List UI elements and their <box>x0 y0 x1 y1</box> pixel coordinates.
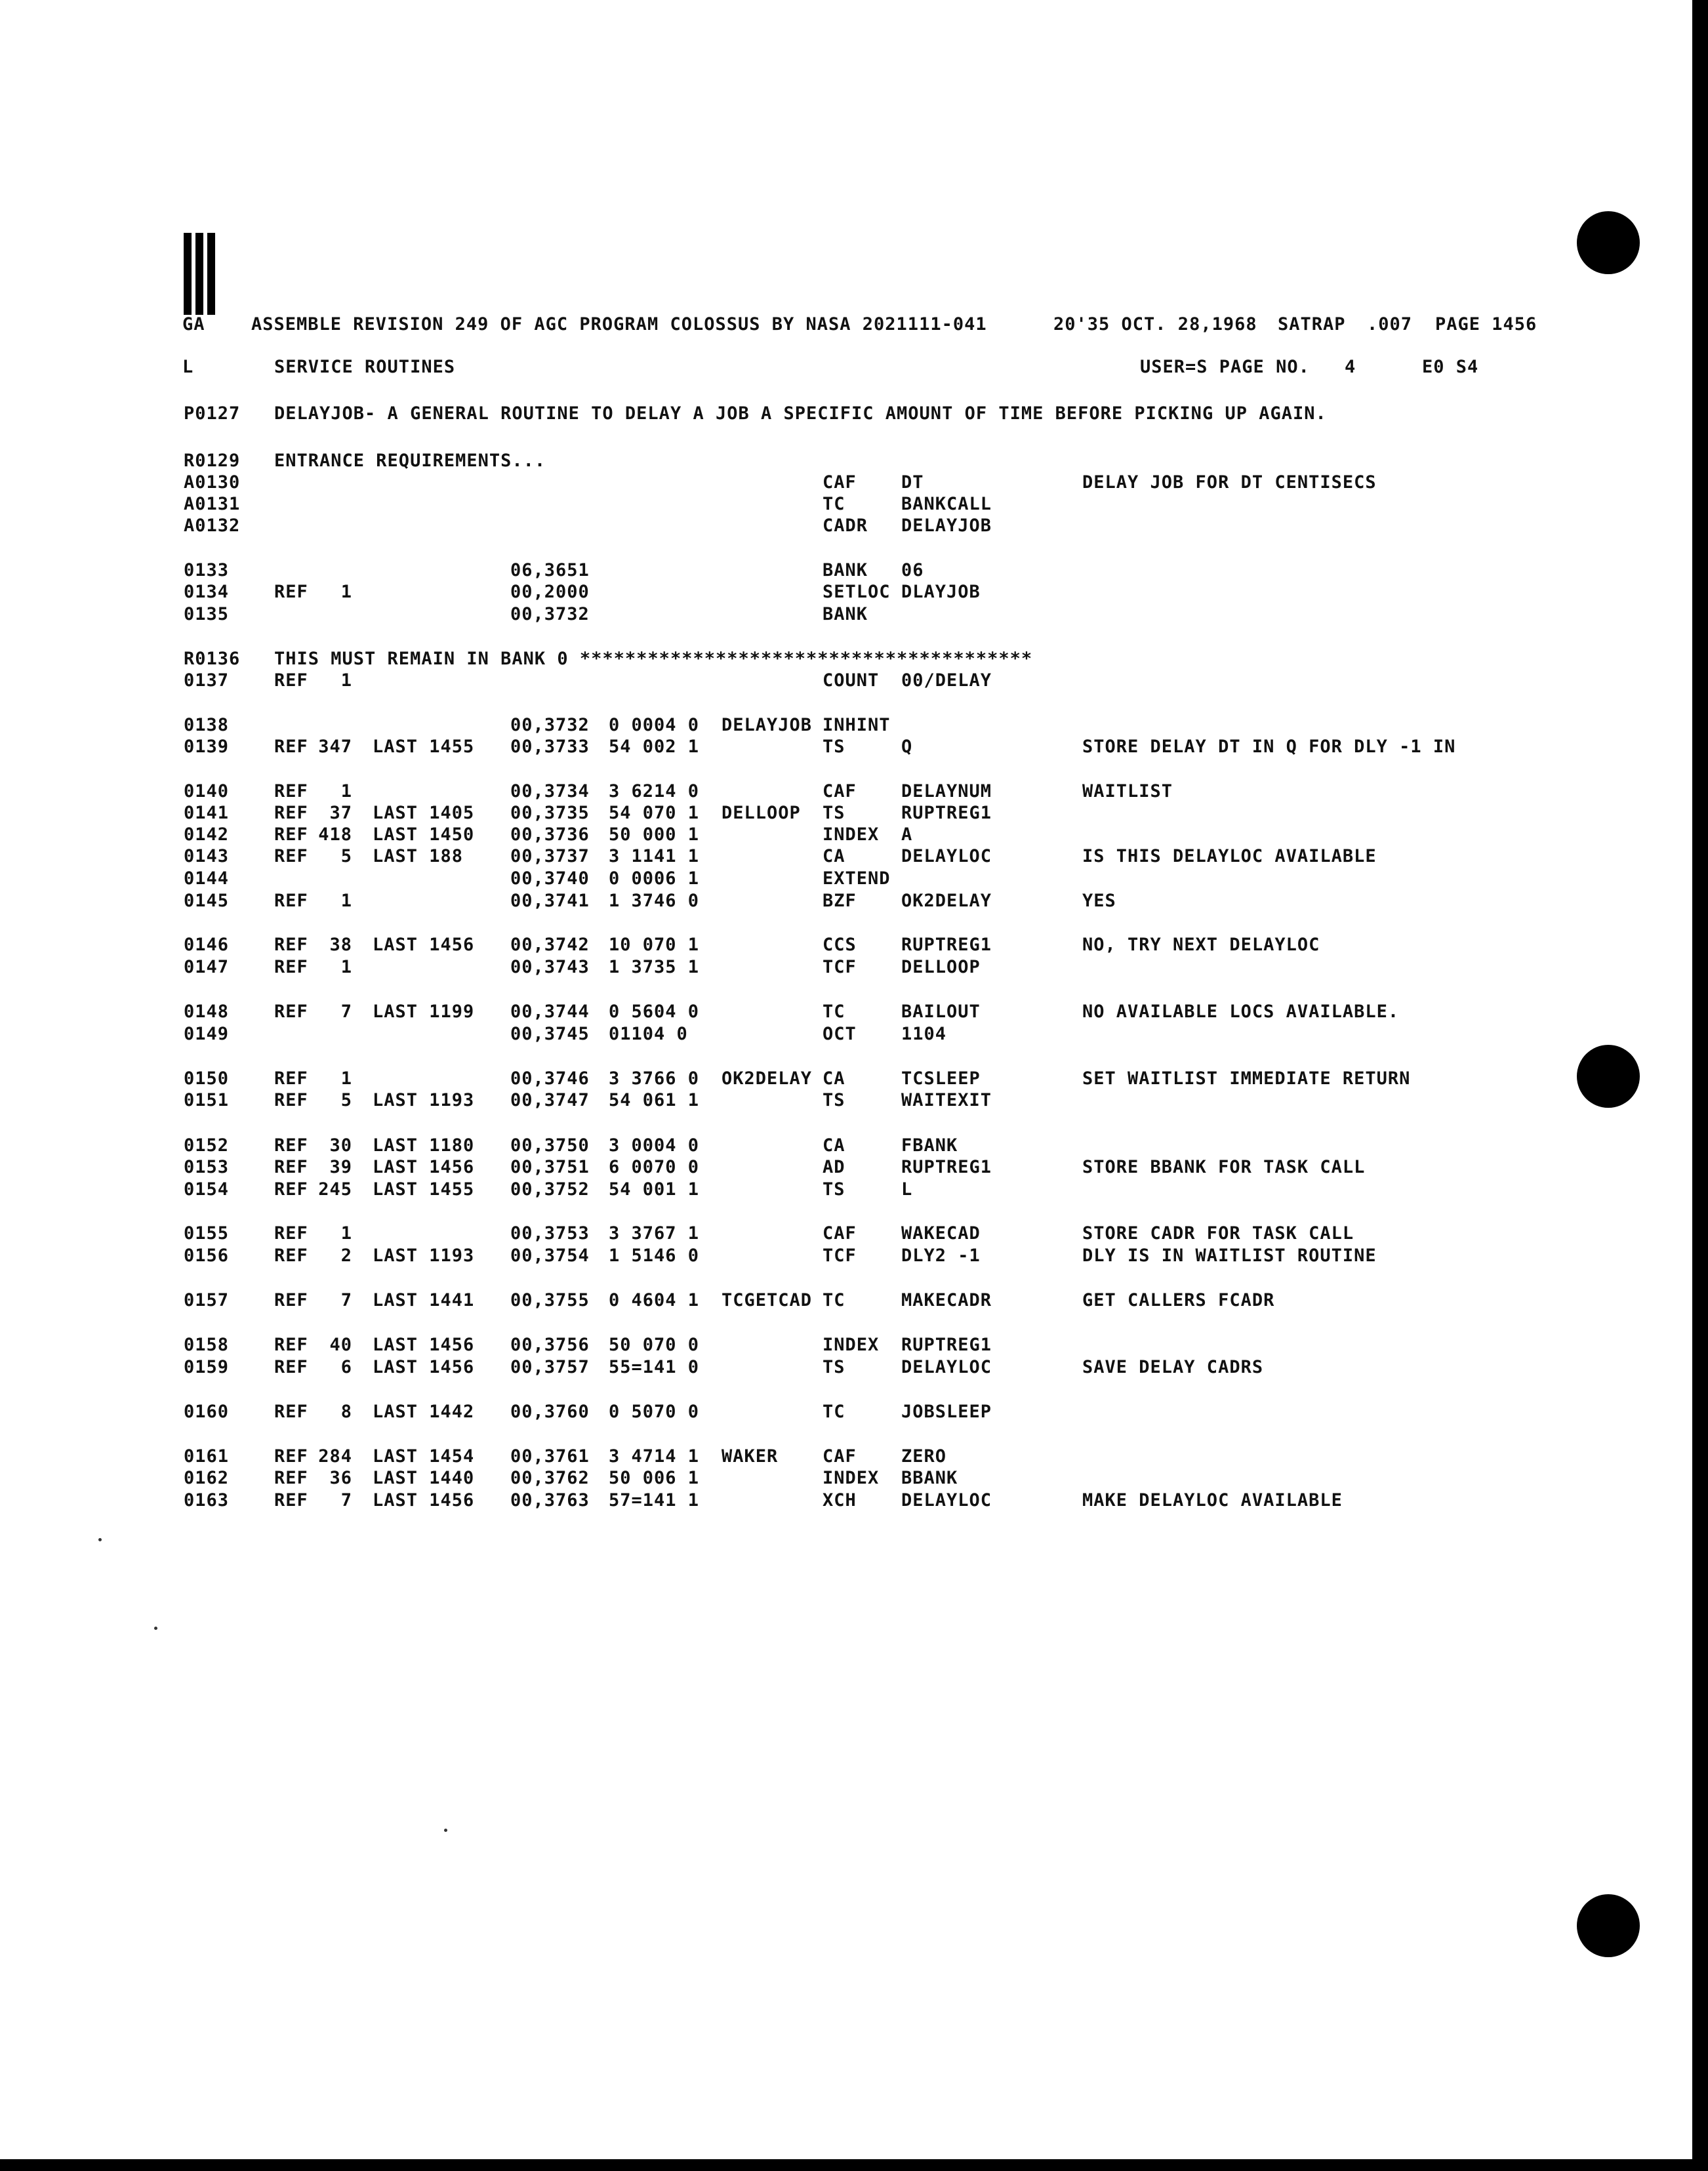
line-seq: 0154 <box>184 1179 230 1200</box>
line-comment: DELAY JOB FOR DT CENTISECS <box>1082 472 1377 493</box>
line-label: WAKER <box>722 1446 779 1467</box>
line-seq: 0134 <box>184 582 230 602</box>
line-ref: REF <box>274 1490 308 1511</box>
line-seq: 0155 <box>184 1223 230 1244</box>
line-code: 54 001 1 <box>609 1179 700 1200</box>
line-op: AD <box>823 1157 845 1177</box>
line-last: LAST 1405 <box>373 803 475 823</box>
line-seq: A0130 <box>184 472 241 493</box>
line-op: EXTEND <box>823 868 891 889</box>
line-text: THIS MUST REMAIN IN BANK 0 **************************************** <box>274 649 1033 669</box>
line-operand: DELAYNUM <box>901 781 992 801</box>
line-op: TCF <box>823 1246 857 1266</box>
line-refnum: 39 <box>329 1157 352 1177</box>
line-last: LAST 1442 <box>373 1402 475 1422</box>
line-op: CA <box>823 1135 845 1156</box>
line-ref: REF <box>274 670 308 691</box>
line-last: LAST 188 <box>373 846 464 866</box>
line-op: BANK <box>823 604 868 624</box>
line-op: CCS <box>823 935 857 955</box>
line-operand: TCSLEEP <box>901 1068 981 1089</box>
line-operand: BANKCALL <box>901 494 992 514</box>
line-operand: A <box>901 824 913 845</box>
line-seq: A0132 <box>184 516 241 536</box>
line-refnum: 1 <box>340 957 352 977</box>
listing-subheader <box>0 356 1692 378</box>
line-refnum: 5 <box>340 1090 352 1110</box>
line-seq: P0127 <box>184 403 241 424</box>
line-label: OK2DELAY <box>722 1068 813 1089</box>
line-addr: 00,3737 <box>510 846 590 866</box>
line-refnum: 37 <box>329 803 352 823</box>
line-last: LAST 1454 <box>373 1446 475 1467</box>
line-op: CAF <box>823 472 857 493</box>
line-operand: L <box>901 1179 913 1200</box>
line-seq: 0153 <box>184 1157 230 1177</box>
listing-line <box>0 1089 1692 1112</box>
listing-line <box>0 1467 1692 1490</box>
line-operand: WAITEXIT <box>901 1090 992 1110</box>
listing-line <box>0 648 1692 670</box>
line-addr: 00,3750 <box>510 1135 590 1156</box>
line-operand: RUPTREG1 <box>901 935 992 955</box>
line-comment: GET CALLERS FCADR <box>1082 1290 1275 1310</box>
line-comment: DLY IS IN WAITLIST ROUTINE <box>1082 1246 1377 1266</box>
line-op: TC <box>823 1002 845 1022</box>
line-code: 0 4604 1 <box>609 1290 700 1310</box>
listing-line <box>0 1001 1692 1023</box>
line-text: ENTRANCE REQUIREMENTS... <box>274 451 546 471</box>
listing-line <box>0 1068 1692 1090</box>
line-addr: 00,3762 <box>510 1468 590 1488</box>
line-comment: NO, TRY NEXT DELAYLOC <box>1082 935 1320 955</box>
line-addr: 00,3732 <box>510 715 590 735</box>
line-code: 57=141 1 <box>609 1490 700 1511</box>
line-operand: BAILOUT <box>901 1002 981 1022</box>
listing-line <box>0 714 1692 737</box>
line-op: SETLOC <box>823 582 891 602</box>
user-page-no: 4 <box>1345 357 1356 377</box>
line-ref: REF <box>274 1357 308 1377</box>
line-seq: 0159 <box>184 1357 230 1377</box>
line-ref: REF <box>274 1068 308 1089</box>
line-seq: 0152 <box>184 1135 230 1156</box>
line-op: TC <box>823 1402 845 1422</box>
listing-line <box>0 845 1692 868</box>
line-ref: REF <box>274 803 308 823</box>
listing-line <box>0 450 1692 472</box>
line-refnum: 1 <box>340 1068 352 1089</box>
line-last: LAST 1456 <box>373 1357 475 1377</box>
punch-hole-bottom <box>1577 1894 1640 1957</box>
line-ref: REF <box>274 957 308 977</box>
line-addr: 00,3746 <box>510 1068 590 1089</box>
line-ref: REF <box>274 1002 308 1022</box>
line-ref: REF <box>274 781 308 801</box>
line-operand: DELAYJOB <box>901 516 992 536</box>
listing-line <box>0 472 1692 494</box>
line-operand: ZERO <box>901 1446 947 1467</box>
line-code: 54 061 1 <box>609 1090 700 1110</box>
line-op: TC <box>823 494 845 514</box>
listing-line <box>0 781 1692 803</box>
line-comment: IS THIS DELAYLOC AVAILABLE <box>1082 846 1377 866</box>
line-addr: 00,3756 <box>510 1335 590 1355</box>
listing-line <box>0 670 1692 692</box>
line-addr: 00,3757 <box>510 1357 590 1377</box>
line-refnum: 284 <box>318 1446 352 1467</box>
line-operand: DT <box>901 472 924 493</box>
listing-line <box>0 1135 1692 1157</box>
line-seq: 0138 <box>184 715 230 735</box>
line-refnum: 30 <box>329 1135 352 1156</box>
line-ref: REF <box>274 737 308 757</box>
line-code: 3 4714 1 <box>609 1446 700 1467</box>
line-operand: DLAYJOB <box>901 582 981 602</box>
line-addr: 00,3763 <box>510 1490 590 1511</box>
line-operand: RUPTREG1 <box>901 1157 992 1177</box>
line-seq: 0157 <box>184 1290 230 1310</box>
line-label: DELAYJOB <box>722 715 813 735</box>
listing-line <box>0 403 1692 425</box>
line-addr: 00,3752 <box>510 1179 590 1200</box>
listing-line <box>0 1490 1692 1512</box>
line-op: TS <box>823 1179 845 1200</box>
line-seq: 0148 <box>184 1002 230 1022</box>
line-addr: 00,3747 <box>510 1090 590 1110</box>
line-seq: 0141 <box>184 803 230 823</box>
line-ref: REF <box>274 1290 308 1310</box>
header-version: .007 <box>1367 314 1413 335</box>
line-last: LAST 1455 <box>373 1179 475 1200</box>
line-last: LAST 1199 <box>373 1002 475 1022</box>
line-seq: 0150 <box>184 1068 230 1089</box>
line-comment: STORE CADR FOR TASK CALL <box>1082 1223 1354 1244</box>
line-code: 10 070 1 <box>609 935 700 955</box>
listing-line <box>0 559 1692 582</box>
line-refnum: 1 <box>340 582 352 602</box>
line-op: BZF <box>823 891 857 911</box>
line-op: INDEX <box>823 1335 880 1355</box>
line-refnum: 7 <box>340 1002 352 1022</box>
line-refnum: 36 <box>329 1468 352 1488</box>
line-operand: JOBSLEEP <box>901 1402 992 1422</box>
line-comment: STORE BBANK FOR TASK CALL <box>1082 1157 1366 1177</box>
line-refnum: 1 <box>340 1223 352 1244</box>
line-code: 0 0004 0 <box>609 715 700 735</box>
line-op: CAF <box>823 1223 857 1244</box>
line-comment: SET WAITLIST IMMEDIATE RETURN <box>1082 1068 1411 1089</box>
line-ref: REF <box>274 1246 308 1266</box>
line-op: TCF <box>823 957 857 977</box>
line-ref: REF <box>274 935 308 955</box>
line-refnum: 5 <box>340 846 352 866</box>
line-operand: WAKECAD <box>901 1223 981 1244</box>
line-addr: 00,3751 <box>510 1157 590 1177</box>
line-operand: RUPTREG1 <box>901 803 992 823</box>
listing-line <box>0 1179 1692 1201</box>
line-seq: R0129 <box>184 451 241 471</box>
line-last: LAST 1456 <box>373 1335 475 1355</box>
line-operand: DELAYLOC <box>901 846 992 866</box>
line-code: 55=141 0 <box>609 1357 700 1377</box>
line-addr: 00,3754 <box>510 1246 590 1266</box>
line-operand: DLY2 -1 <box>901 1246 981 1266</box>
line-op: TS <box>823 1357 845 1377</box>
line-last: LAST 1441 <box>373 1290 475 1310</box>
line-addr: 00,3732 <box>510 604 590 624</box>
line-ref: REF <box>274 1468 308 1488</box>
line-op: TS <box>823 737 845 757</box>
line-seq: 0143 <box>184 846 230 866</box>
line-op: INDEX <box>823 824 880 845</box>
listing-line <box>0 1334 1692 1356</box>
line-op: XCH <box>823 1490 857 1511</box>
line-ref: REF <box>274 1157 308 1177</box>
listing-header <box>0 314 1692 336</box>
line-seq: 0133 <box>184 560 230 580</box>
line-seq: 0147 <box>184 957 230 977</box>
line-refnum: 38 <box>329 935 352 955</box>
line-addr: 00,3741 <box>510 891 590 911</box>
line-ref: REF <box>274 824 308 845</box>
line-code: 50 070 0 <box>609 1335 700 1355</box>
subheader-l: L <box>182 357 194 377</box>
line-refnum: 6 <box>340 1357 352 1377</box>
line-ref: REF <box>274 1446 308 1467</box>
listing-line <box>0 956 1692 979</box>
line-addr: 00,3761 <box>510 1446 590 1467</box>
line-code: 54 002 1 <box>609 737 700 757</box>
line-op: CADR <box>823 516 868 536</box>
line-operand: RUPTREG1 <box>901 1335 992 1355</box>
listing-line <box>0 934 1692 956</box>
listing-line <box>0 581 1692 603</box>
line-code: 3 6214 0 <box>609 781 700 801</box>
line-code: 01104 0 <box>609 1024 688 1044</box>
line-code: 0 5604 0 <box>609 1002 700 1022</box>
line-code: 3 1141 1 <box>609 846 700 866</box>
line-ref: REF <box>274 1223 308 1244</box>
line-ref: REF <box>274 1402 308 1422</box>
listing-line <box>0 1289 1692 1312</box>
line-code: 0 0006 1 <box>609 868 700 889</box>
line-code: 54 070 1 <box>609 803 700 823</box>
line-seq: 0146 <box>184 935 230 955</box>
line-code: 3 0004 0 <box>609 1135 700 1156</box>
listing-line <box>0 1223 1692 1245</box>
line-operand: MAKECADR <box>901 1290 992 1310</box>
line-comment: YES <box>1082 891 1116 911</box>
line-op: CA <box>823 1068 845 1089</box>
section-title: SERVICE ROUTINES <box>274 357 456 377</box>
line-code: 50 000 1 <box>609 824 700 845</box>
line-refnum: 1 <box>340 891 352 911</box>
line-addr: 00,3743 <box>510 957 590 977</box>
line-last: LAST 1456 <box>373 1157 475 1177</box>
listing-line <box>0 802 1692 824</box>
line-op: COUNT <box>823 670 880 691</box>
line-addr: 00,3734 <box>510 781 590 801</box>
line-seq: 0160 <box>184 1402 230 1422</box>
line-last: LAST 1455 <box>373 737 475 757</box>
line-op: OCT <box>823 1024 857 1044</box>
line-refnum: 347 <box>318 737 352 757</box>
line-addr: 06,3651 <box>510 560 590 580</box>
line-refnum: 7 <box>340 1290 352 1310</box>
line-addr: 00,3753 <box>510 1223 590 1244</box>
listing-line <box>0 868 1692 890</box>
line-comment: STORE DELAY DT IN Q FOR DLY -1 IN <box>1082 737 1456 757</box>
line-last: LAST 1193 <box>373 1246 475 1266</box>
line-op: INDEX <box>823 1468 880 1488</box>
line-addr: 00,2000 <box>510 582 590 602</box>
line-addr: 00,3742 <box>510 935 590 955</box>
line-comment: WAITLIST <box>1082 781 1173 801</box>
listing-line <box>0 890 1692 912</box>
line-addr: 00,3744 <box>510 1002 590 1022</box>
line-operand: BBANK <box>901 1468 958 1488</box>
line-operand: 00/DELAY <box>901 670 992 691</box>
listing-line <box>0 493 1692 516</box>
line-addr: 00,3736 <box>510 824 590 845</box>
listing-line <box>0 603 1692 626</box>
listing-line <box>0 1156 1692 1179</box>
line-addr: 00,3735 <box>510 803 590 823</box>
header-code: GA <box>182 314 205 335</box>
line-last: LAST 1193 <box>373 1090 475 1110</box>
line-code: 1 3735 1 <box>609 957 700 977</box>
line-seq: A0131 <box>184 494 241 514</box>
line-refnum: 1 <box>340 781 352 801</box>
user-page-label: USER=S PAGE NO. <box>1140 357 1310 377</box>
assembly-title: ASSEMBLE REVISION 249 OF AGC PROGRAM COLOSSUS BY NASA 2021111-041 <box>251 314 987 335</box>
line-seq: 0163 <box>184 1490 230 1511</box>
line-seq: 0135 <box>184 604 230 624</box>
listing-line <box>0 1446 1692 1468</box>
line-label: DELLOOP <box>722 803 801 823</box>
line-seq: 0156 <box>184 1246 230 1266</box>
line-code: 50 006 1 <box>609 1468 700 1488</box>
line-seq: 0137 <box>184 670 230 691</box>
line-ref: REF <box>274 846 308 866</box>
line-code: 3 3766 0 <box>609 1068 700 1089</box>
line-addr: 00,3733 <box>510 737 590 757</box>
line-seq: 0144 <box>184 868 230 889</box>
line-operand: DELAYLOC <box>901 1490 992 1511</box>
line-op: BANK <box>823 560 868 580</box>
line-ref: REF <box>274 582 308 602</box>
line-last: LAST 1456 <box>373 935 475 955</box>
line-last: LAST 1180 <box>373 1135 475 1156</box>
line-seq: 0161 <box>184 1446 230 1467</box>
line-op: CAF <box>823 1446 857 1467</box>
line-ref: REF <box>274 1135 308 1156</box>
line-comment: MAKE DELAYLOC AVAILABLE <box>1082 1490 1343 1511</box>
line-seq: 0142 <box>184 824 230 845</box>
line-operand: DELAYLOC <box>901 1357 992 1377</box>
line-op: CAF <box>823 781 857 801</box>
line-seq: 0151 <box>184 1090 230 1110</box>
line-ref: REF <box>274 1335 308 1355</box>
line-code: 1 3746 0 <box>609 891 700 911</box>
line-seq: R0136 <box>184 649 241 669</box>
line-operand: Q <box>901 737 913 757</box>
line-operand: OK2DELAY <box>901 891 992 911</box>
line-addr: 00,3755 <box>510 1290 590 1310</box>
listing-line <box>0 1401 1692 1423</box>
line-comment: SAVE DELAY CADRS <box>1082 1357 1264 1377</box>
line-refnum: 245 <box>318 1179 352 1200</box>
line-code: 3 3767 1 <box>609 1223 700 1244</box>
line-last: LAST 1456 <box>373 1490 475 1511</box>
listing-line <box>0 1356 1692 1379</box>
line-addr: 00,3740 <box>510 868 590 889</box>
header-page: PAGE 1456 <box>1435 314 1537 335</box>
line-seq: 0149 <box>184 1024 230 1044</box>
line-code: 1 5146 0 <box>609 1246 700 1266</box>
line-op: TS <box>823 1090 845 1110</box>
line-code: 6 0070 0 <box>609 1157 700 1177</box>
line-seq: 0162 <box>184 1468 230 1488</box>
listing-line <box>0 736 1692 758</box>
line-refnum: 40 <box>329 1335 352 1355</box>
listing-line <box>0 1023 1692 1045</box>
line-refnum: 2 <box>340 1246 352 1266</box>
line-op: INHINT <box>823 715 891 735</box>
line-code: 0 5070 0 <box>609 1402 700 1422</box>
speck <box>154 1627 157 1630</box>
line-op: CA <box>823 846 845 866</box>
line-operand: 1104 <box>901 1024 947 1044</box>
line-refnum: 8 <box>340 1402 352 1422</box>
listing-line <box>0 515 1692 537</box>
line-text: DELAYJOB- A GENERAL ROUTINE TO DELAY A JOB A SPECIFIC AMOUNT OF TIME BEFORE PICKING UP AGAIN. <box>274 403 1327 424</box>
line-seq: 0139 <box>184 737 230 757</box>
line-addr: 00,3760 <box>510 1402 590 1422</box>
line-operand: DELLOOP <box>901 957 981 977</box>
line-seq: 0145 <box>184 891 230 911</box>
line-ref: REF <box>274 891 308 911</box>
line-refnum: 7 <box>340 1490 352 1511</box>
header-timestamp: 20'35 OCT. 28,1968 <box>1053 314 1257 335</box>
subheader-ref: E0 S4 <box>1422 357 1479 377</box>
line-refnum: 418 <box>318 824 352 845</box>
line-seq: 0158 <box>184 1335 230 1355</box>
line-last: LAST 1440 <box>373 1468 475 1488</box>
line-seq: 0140 <box>184 781 230 801</box>
listing-line <box>0 824 1692 846</box>
line-comment: NO AVAILABLE LOCS AVAILABLE. <box>1082 1002 1400 1022</box>
line-last: LAST 1450 <box>373 824 475 845</box>
line-addr: 00,3745 <box>510 1024 590 1044</box>
line-ref: REF <box>274 1090 308 1110</box>
line-op: TC <box>823 1290 845 1310</box>
line-ref: REF <box>274 1179 308 1200</box>
header-system: SATRAP <box>1278 314 1346 335</box>
line-op: TS <box>823 803 845 823</box>
line-refnum: 1 <box>340 670 352 691</box>
speck <box>444 1829 447 1832</box>
listing-line <box>0 1245 1692 1267</box>
line-label: TCGETCAD <box>722 1290 813 1310</box>
line-operand: FBANK <box>901 1135 958 1156</box>
line-operand: 06 <box>901 560 924 580</box>
